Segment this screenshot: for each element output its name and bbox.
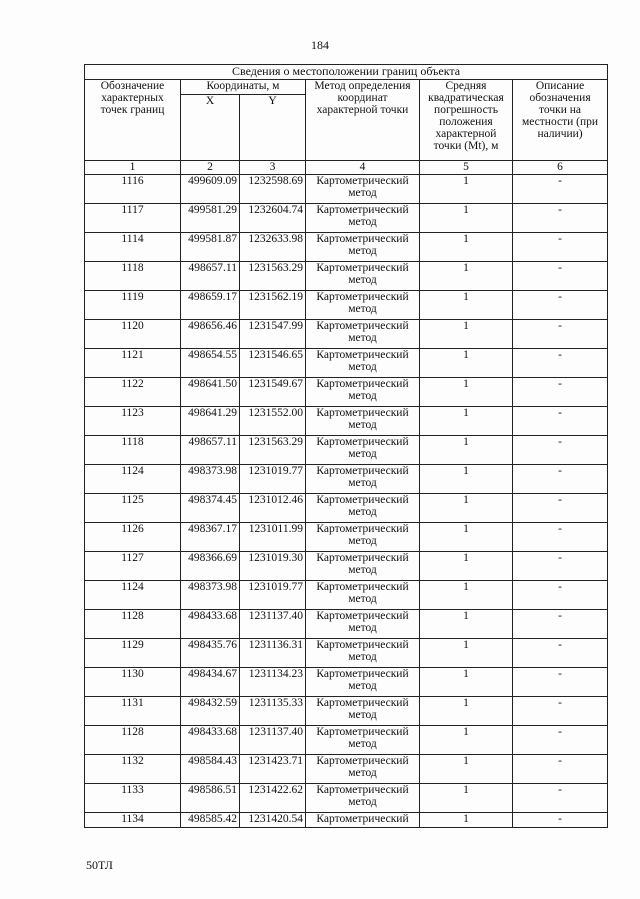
error-cell: 1	[420, 697, 513, 726]
point-id-cell: 1117	[85, 204, 181, 233]
method-cell: Картометрический метод	[306, 784, 420, 813]
point-id-cell: 1131	[85, 697, 181, 726]
y-coordinate-cell: 1231422.62	[240, 784, 306, 813]
y-coordinate-cell: 1231011.99	[240, 523, 306, 552]
table-row	[85, 349, 608, 378]
table-row	[85, 697, 608, 726]
x-coordinate-cell: 498657.11	[181, 436, 240, 465]
y-coordinate-cell: 1231562.19	[240, 291, 306, 320]
error-cell: 1	[420, 552, 513, 581]
description-cell: -	[513, 262, 608, 291]
y-coordinate-cell: 1231134.23	[240, 668, 306, 697]
method-cell: Картометрический метод	[306, 378, 420, 407]
point-id-cell: 1123	[85, 407, 181, 436]
page-number: 184	[311, 38, 329, 52]
footer-text: 50ТЛ	[86, 858, 113, 872]
description-cell: -	[513, 639, 608, 668]
x-coordinate-cell: 499581.87	[181, 233, 240, 262]
table-row	[85, 320, 608, 349]
description-cell: -	[513, 175, 608, 204]
x-coordinate-cell: 498657.11	[181, 262, 240, 291]
table-row	[85, 581, 608, 610]
point-id-cell: 1134	[85, 813, 181, 828]
method-cell: Картометрический метод	[306, 320, 420, 349]
error-cell: 1	[420, 581, 513, 610]
description-cell: -	[513, 755, 608, 784]
method-cell: Картометрический метод	[306, 668, 420, 697]
column-number: 6	[513, 161, 608, 175]
y-coordinate-cell: 1231563.29	[240, 436, 306, 465]
method-cell: Картометрический метод	[306, 349, 420, 378]
table-row	[85, 813, 608, 828]
x-coordinate-cell: 498656.46	[181, 320, 240, 349]
error-cell: 1	[420, 639, 513, 668]
column-number: 4	[306, 161, 420, 175]
point-id-cell: 1120	[85, 320, 181, 349]
point-id-cell: 1119	[85, 291, 181, 320]
header-description: Описание обозначения точки на местности (при наличии)	[513, 80, 608, 161]
error-cell: 1	[420, 494, 513, 523]
x-coordinate-cell: 498434.67	[181, 668, 240, 697]
y-coordinate-cell: 1232633.98	[240, 233, 306, 262]
y-coordinate-cell: 1231019.77	[240, 581, 306, 610]
description-cell: -	[513, 552, 608, 581]
y-coordinate-cell: 1231019.30	[240, 552, 306, 581]
point-id-cell: 1129	[85, 639, 181, 668]
method-cell: Картометрический метод	[306, 233, 420, 262]
column-number: 5	[420, 161, 513, 175]
table-row	[85, 552, 608, 581]
x-coordinate-cell: 498654.55	[181, 349, 240, 378]
boundary-points-table	[84, 64, 608, 828]
point-id-cell: 1126	[85, 523, 181, 552]
method-cell: Картометрический метод	[306, 552, 420, 581]
error-cell: 1	[420, 610, 513, 639]
description-cell: -	[513, 668, 608, 697]
description-cell: -	[513, 813, 608, 828]
point-id-cell: 1130	[85, 668, 181, 697]
table-row	[85, 262, 608, 291]
description-cell: -	[513, 320, 608, 349]
point-id-cell: 1125	[85, 494, 181, 523]
y-coordinate-cell: 1231552.00	[240, 407, 306, 436]
table-row	[85, 494, 608, 523]
description-cell: -	[513, 784, 608, 813]
x-coordinate-cell: 498584.43	[181, 755, 240, 784]
description-cell: -	[513, 697, 608, 726]
x-coordinate-cell: 498373.98	[181, 465, 240, 494]
x-coordinate-cell: 498374.45	[181, 494, 240, 523]
y-coordinate-cell: 1231423.71	[240, 755, 306, 784]
method-cell: Картометрический метод	[306, 204, 420, 233]
header-x: X	[181, 95, 240, 161]
point-id-cell: 1121	[85, 349, 181, 378]
error-cell: 1	[420, 233, 513, 262]
table-row	[85, 407, 608, 436]
error-cell: 1	[420, 291, 513, 320]
error-cell: 1	[420, 755, 513, 784]
description-cell: -	[513, 610, 608, 639]
y-coordinate-cell: 1231135.33	[240, 697, 306, 726]
error-cell: 1	[420, 668, 513, 697]
x-coordinate-cell: 498641.29	[181, 407, 240, 436]
column-number: 3	[240, 161, 306, 175]
point-id-cell: 1118	[85, 436, 181, 465]
error-cell: 1	[420, 523, 513, 552]
header-designation: Обозначение характерных точек границ	[85, 80, 181, 161]
x-coordinate-cell: 498433.68	[181, 610, 240, 639]
y-coordinate-cell: 1231019.77	[240, 465, 306, 494]
method-cell: Картометрический метод	[306, 523, 420, 552]
x-coordinate-cell: 498435.76	[181, 639, 240, 668]
method-cell: Картометрический метод	[306, 436, 420, 465]
method-cell: Картометрический метод	[306, 726, 420, 755]
description-cell: -	[513, 581, 608, 610]
point-id-cell: 1122	[85, 378, 181, 407]
point-id-cell: 1128	[85, 726, 181, 755]
table-caption: Сведения о местоположении границ объекта	[85, 65, 608, 80]
column-number-row	[85, 161, 608, 175]
y-coordinate-cell: 1231547.99	[240, 320, 306, 349]
table-row	[85, 204, 608, 233]
point-id-cell: 1124	[85, 581, 181, 610]
method-cell: Картометрический метод	[306, 610, 420, 639]
error-cell: 1	[420, 204, 513, 233]
y-coordinate-cell: 1231012.46	[240, 494, 306, 523]
table-row	[85, 378, 608, 407]
table-row	[85, 523, 608, 552]
error-cell: 1	[420, 436, 513, 465]
description-cell: -	[513, 349, 608, 378]
table-row	[85, 291, 608, 320]
error-cell: 1	[420, 813, 513, 828]
table-row	[85, 726, 608, 755]
header-y: Y	[240, 95, 306, 161]
point-id-cell: 1124	[85, 465, 181, 494]
x-coordinate-cell: 498373.98	[181, 581, 240, 610]
point-id-cell: 1133	[85, 784, 181, 813]
method-cell: Картометрический метод	[306, 407, 420, 436]
method-cell: Картометрический метод	[306, 755, 420, 784]
x-coordinate-cell: 498585.42	[181, 813, 240, 828]
y-coordinate-cell: 1231546.65	[240, 349, 306, 378]
x-coordinate-cell: 498641.50	[181, 378, 240, 407]
column-number: 1	[85, 161, 181, 175]
table-row	[85, 465, 608, 494]
y-coordinate-cell: 1231563.29	[240, 262, 306, 291]
x-coordinate-cell: 498586.51	[181, 784, 240, 813]
method-cell: Картометрический метод	[306, 175, 420, 204]
description-cell: -	[513, 407, 608, 436]
table-row	[85, 436, 608, 465]
method-cell: Картометрический метод	[306, 494, 420, 523]
x-coordinate-cell: 498366.69	[181, 552, 240, 581]
error-cell: 1	[420, 378, 513, 407]
method-cell: Картометрический метод	[306, 465, 420, 494]
point-id-cell: 1132	[85, 755, 181, 784]
x-coordinate-cell: 498659.17	[181, 291, 240, 320]
y-coordinate-cell: 1231549.67	[240, 378, 306, 407]
table-row	[85, 668, 608, 697]
table-row	[85, 175, 608, 204]
error-cell: 1	[420, 175, 513, 204]
point-id-cell: 1127	[85, 552, 181, 581]
error-cell: 1	[420, 784, 513, 813]
method-cell: Картометрический метод	[306, 262, 420, 291]
y-coordinate-cell: 1232598.69	[240, 175, 306, 204]
column-number: 2	[181, 161, 240, 175]
header-coordinates: Координаты, м	[181, 80, 306, 95]
point-id-cell: 1116	[85, 175, 181, 204]
x-coordinate-cell: 498367.17	[181, 523, 240, 552]
description-cell: -	[513, 494, 608, 523]
table-body	[85, 175, 608, 828]
x-coordinate-cell: 498433.68	[181, 726, 240, 755]
point-id-cell: 1118	[85, 262, 181, 291]
table-row	[85, 755, 608, 784]
x-coordinate-cell: 498432.59	[181, 697, 240, 726]
description-cell: -	[513, 523, 608, 552]
y-coordinate-cell: 1231420.54	[240, 813, 306, 828]
description-cell: -	[513, 291, 608, 320]
table-row	[85, 610, 608, 639]
method-cell: Картометрический метод	[306, 291, 420, 320]
point-id-cell: 1114	[85, 233, 181, 262]
method-cell: Картометрический	[306, 813, 420, 828]
method-cell: Картометрический метод	[306, 639, 420, 668]
description-cell: -	[513, 726, 608, 755]
description-cell: -	[513, 378, 608, 407]
x-coordinate-cell: 499581.29	[181, 204, 240, 233]
method-cell: Картометрический метод	[306, 581, 420, 610]
table-row	[85, 784, 608, 813]
y-coordinate-cell: 1232604.74	[240, 204, 306, 233]
error-cell: 1	[420, 465, 513, 494]
error-cell: 1	[420, 320, 513, 349]
method-cell: Картометрический метод	[306, 697, 420, 726]
error-cell: 1	[420, 262, 513, 291]
table-row	[85, 233, 608, 262]
description-cell: -	[513, 204, 608, 233]
table-row	[85, 639, 608, 668]
point-id-cell: 1128	[85, 610, 181, 639]
description-cell: -	[513, 233, 608, 262]
error-cell: 1	[420, 349, 513, 378]
error-cell: 1	[420, 726, 513, 755]
x-coordinate-cell: 499609.09	[181, 175, 240, 204]
y-coordinate-cell: 1231136.31	[240, 639, 306, 668]
description-cell: -	[513, 465, 608, 494]
error-cell: 1	[420, 407, 513, 436]
header-error: Средняя квадратическая погрешность положения характерной точки (Mt), м	[420, 80, 513, 161]
y-coordinate-cell: 1231137.40	[240, 726, 306, 755]
header-method: Метод определения координат характерной точки	[306, 80, 420, 161]
y-coordinate-cell: 1231137.40	[240, 610, 306, 639]
description-cell: -	[513, 436, 608, 465]
